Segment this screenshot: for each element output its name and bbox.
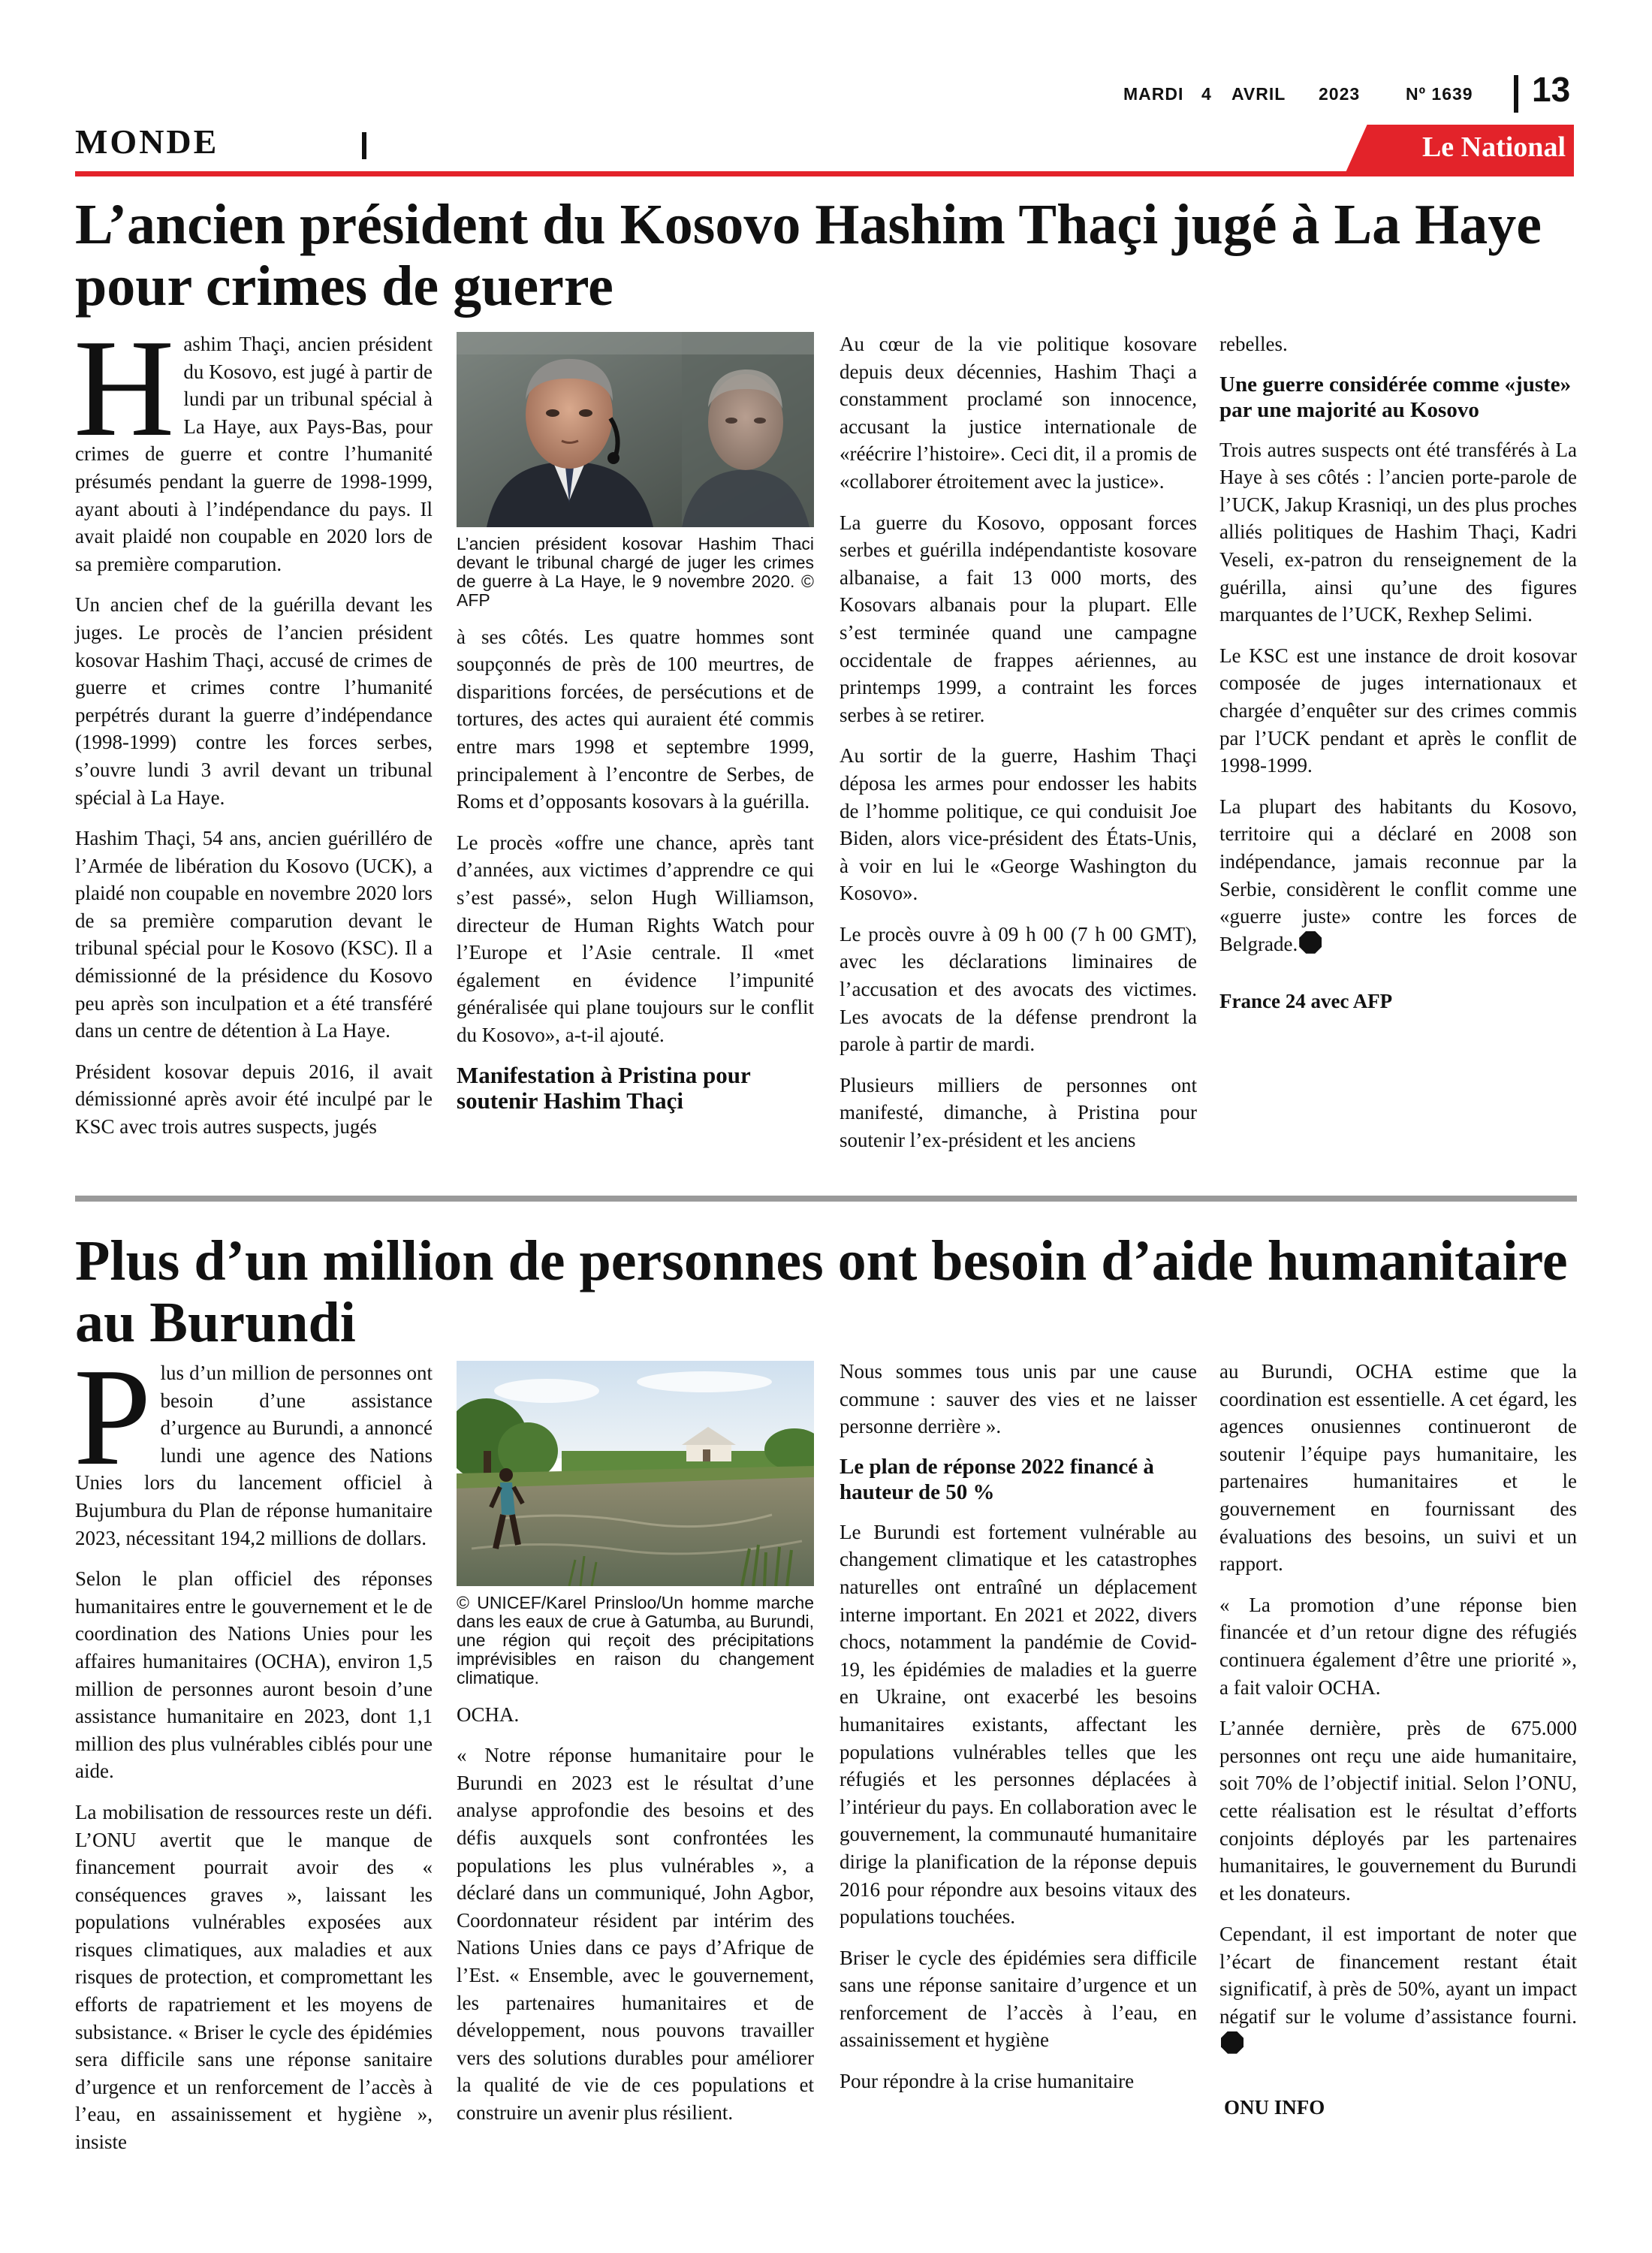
article1-paragraph: Le KSC est une instance de droit kosovar composée de juges internationaux et chargée d’enquêter sur des crimes commis par l’UCK pendant et après le conflit de 1998-1999. xyxy=(1219,644,1577,777)
article1-paragraph: Au cœur de la vie politique kosovare depuis deux décennies, Hashim Thaçi a constamment proclamé son innocence, accusant la justice internationale de «réécrire l’histoire». Ceci dit, il a promis de «collaborer étroitement avec la justice». xyxy=(840,333,1197,493)
issue-month: AVRIL xyxy=(1231,84,1286,104)
article2-paragraph: L’année dernière, près de 675.000 personnes ont reçu une aide humanitaire, soit 70% de l’objectif initial. Selon l’ONU, cette réalisation est le résultat d’efforts conjoints déployés par les partenaires humanitaires, le gouvernement du Burundi et les donateurs. xyxy=(1219,1717,1577,1905)
issue-day: MARDI xyxy=(1123,84,1184,104)
thaci-photo-image xyxy=(457,332,814,527)
article1-paragraph: Plusieurs milliers de personnes ont manifesté, dimanche, à Pristina pour soutenir l’ex-président et les anciens xyxy=(840,1073,1197,1152)
end-mark-icon xyxy=(1221,2031,1244,2054)
article1-column-4 xyxy=(1219,330,1577,1029)
article2-paragraph: Pour répondre à la crise humanitaire xyxy=(840,2070,1135,2093)
article-separator xyxy=(75,1196,1577,1202)
article1-column-2 xyxy=(457,332,814,1127)
section-divider xyxy=(362,132,366,159)
article1-paragraph: Le procès «offre une chance, après tant d’années, aux victimes d’apprendre ce qui s’est passé», selon Hugh Williamson, directeur de Human Rights Watch pour l’Europe et l’Asie centrale. Il «met également en évidence l’impunité généralisée qui plane toujours sur le conflit du Kosovo», a-t-il ajouté. xyxy=(457,831,814,1046)
article2-signature: ONU INFO xyxy=(1224,2096,1325,2119)
article1-paragraph: à ses côtés. Les quatre hommes sont soupçonnés de près de 100 meurtres, de disparitions forcées, de persécutions et de tortures, des actes qui auraient été commis entre mars 1998 et septembre 1999, principalement à l’encontre de Serbes, de Roms et d’opposants kosovars à la guérilla. xyxy=(457,625,814,813)
article2-subheading: Le plan de réponse 2022 financé à hauteur de 50 % xyxy=(840,1454,1154,1504)
flood-photo-caption: © UNICEF/Karel Prinsloo/Un homme marche dans les eaux de crue à Gatumba, au Burundi, une région qui reçoit des précipitations imprévisibles en raison du changement climatique. xyxy=(457,1592,814,1687)
article2-headline: Plus d’un million de personnes ont besoin d’aide humanitaire au Burundi xyxy=(75,1229,1568,1354)
article2-paragraph: au Burundi, OCHA estime que la coordination est essentielle. A cet égard, les agences onusiennes continueront de soutenir l’équipe pays humanitaire, les partenaires humanitaires et le gouvernement en fournissant des évaluations des besoins, un suivi et un rapport. xyxy=(1219,1360,1577,1576)
article2-paragraph: Briser le cycle des épidémies sera difficile sans une réponse sanitaire d’urgence et un renforcement de l’accès à l’eau, en assainissement et hygiène xyxy=(840,1946,1197,2052)
article1-lead-paragraph: Hashim Thaçi, ancien président du Kosovo, est jugé à partir de lundi par un tribunal spécial à La Haye, aux Pays-Bas, pour crimes de guerre et contre l’humanité présumés pendant la guerre de 1998-1999, ayant abouti à l’indépendance du pays. Il avait plaidé non coupable en 2020 lors de sa première comparution. xyxy=(74,311,433,575)
flood-photo xyxy=(457,1361,814,1594)
article1-paragraph: La guerre du Kosovo, opposant forces serbes et guérilla indépendantiste kosovare albanaise, a fait 13 000 morts, des Kosovars albanais pour la plupart. Elle s’est terminée quand une campagne occidentale de frappes aériennes, au printemps 1999, a contraint les forces serbes à se retirer. xyxy=(840,511,1197,726)
article1-subheading-2: Une guerre considérée comme «juste» par une majorité au Kosovo xyxy=(1219,372,1572,422)
article2-dropcap: P xyxy=(74,1340,152,1494)
article2-column-3 xyxy=(840,1358,1197,2109)
brand-name: Le National xyxy=(1421,131,1566,163)
article2-paragraph: Le Burundi est fortement vulnérable au changement climatique et les catastrophes naturelles ont entraîné un déplacement interne important. En 2021 et 2022, divers chocs, notamment la pandémie de Covid-19, les épidémies de maladies et la guerre en Ukraine, ont exacerbé les besoins humanitaires existants, affectant les populations vulnérables telles que les réfugiés et les personnes déplacées à l’intérieur du pays. En collaboration avec le gouvernement, la communauté humanitaire dirige la planification de la réponse depuis 2016 pour répondre aux besoins vitaux des populations touchées. xyxy=(840,1520,1197,1929)
page-number-divider xyxy=(1514,75,1518,113)
article2-column-4 xyxy=(1219,1358,1577,2135)
issue-year: 2023 xyxy=(1319,84,1361,104)
thaci-photo xyxy=(457,332,814,535)
article2-paragraph: « Notre réponse humanitaire pour le Burundi en 2023 est le résultat d’une analyse approfondie des besoins et des défis auxquels sont confrontées les populations les plus vulnérables », a déclaré dans un communiqué, John Agbor, Coordonnateur résident par intérim des Nations Unies dans ce pays d’Afrique de l’Est. « Ensemble, avec le gouvernement, les partenaires humanitaires et de développement, nous pouvons travailler vers des solutions durables pour améliorer la qualité de vie de ces populations et construire un avenir plus résilient. xyxy=(457,1744,814,2124)
article1-paragraph: Le procès ouvre à 09 h 00 (7 h 00 GMT), avec les déclarations liminaires de l’accusation et des avocats des victimes. Les avocats de la défense prendront la parole à partir de mardi. xyxy=(840,922,1197,1056)
article2-column-1 xyxy=(74,1340,433,2170)
article1-paragraph: Trois autres suspects ont été transférés à La Haye à ses côtés : l’ancien porte-parole de l’UCK, Jakup Krasniqi, un des plus proches alliés politiques de Hashim Thaçi, Kadri Veseli, ex-patron du renseignement de la guérilla, ainsi qu’une des figures marquantes de l’UCK, Rexhep Selimi. xyxy=(1219,438,1577,626)
article1-paragraph: rebelles. xyxy=(1219,333,1288,355)
flood-photo-image xyxy=(457,1361,814,1586)
header-rule xyxy=(75,171,1574,176)
article1-column-1 xyxy=(74,311,433,1154)
article1-column-3 xyxy=(840,330,1197,1168)
issue-date: 4 xyxy=(1201,84,1212,104)
article1-last-paragraph: La plupart des habitants du Kosovo, territoire qui a déclaré en 2008 son indépendance, jamais reconnue par la Serbie, considèrent le conflit comme une «guerre juste» contre les forces de Belgrade. xyxy=(1219,795,1577,955)
article2-lead-paragraph: Plus d’un million de personnes ont besoin d’une assistance d’urgence au Burundi, a annoncé lundi une agence des Nations Unies lors du lancement officiel à Bujumbura du Plan de réponse humanitaire 2023, nécessitant 194,2 millions de dollars. xyxy=(74,1340,433,1549)
article2-paragraph: Nous sommes tous unis par une cause commune : sauver des vies et ne laisser personne derrière ». xyxy=(840,1360,1197,1438)
article1-signature: France 24 avec AFP xyxy=(1219,990,1393,1013)
article1-headline: L’ancien président du Kosovo Hashim Thaçi jugé à La Haye pour crimes de guerre xyxy=(75,193,1542,318)
page-number: 13 xyxy=(1532,70,1571,109)
article2-column-2 xyxy=(457,1361,814,2140)
article2-paragraph: OCHA. xyxy=(457,1703,520,1726)
thaci-photo-caption: L’ancien président kosovar Hashim Thaci devant le tribunal chargé de juger les crimes de guerre à La Haye, le 9 novembre 2020. © AFP xyxy=(457,533,814,610)
article1-dropcap: H xyxy=(74,311,175,466)
article1-paragraph: Président kosovar depuis 2016, il avait démissionné après avoir été inculpé par le KSC avec trois autres suspects, jugés xyxy=(75,1060,433,1139)
section-title: MONDE xyxy=(75,122,219,161)
article2-paragraph: La mobilisation de ressources reste un défi. L’ONU avertit que le manque de financement pourrait avoir des « conséquences graves », laissant les populations vulnérables exposées aux risques climatiques, aux maladies et aux risques de protection, et compromettant les efforts de rapatriement et les moyens de subsistance. « Briser le cycle des épidémies sera difficile sans une réponse sanitaire d’urgence et un renforcement de l’accès à l’eau, en assainissement et hygiène », insiste xyxy=(75,1800,433,2154)
article1-subheading-1: Manifestation à Pristina pour soutenir Hashim Thaçi xyxy=(457,1061,751,1114)
issue-number: Nº 1639 xyxy=(1406,84,1473,104)
article1-paragraph: Au sortir de la guerre, Hashim Thaçi déposa les armes pour endosser les habits de l’homme politique, ce qui conduisit Joe Biden, alors vice-président des États-Unis, à voir en lui le «George Washington du Kosovo». xyxy=(840,744,1197,905)
end-mark-icon xyxy=(1299,931,1322,954)
article2-paragraph: Selon le plan officiel des réponses humanitaires entre le gouvernement et le de coordination des Nations Unies pour les affaires humanitaires (OCHA), environ 1,5 million de personnes auront besoin d’une assistance humanitaire en 2023, dont 1,1 million des plus vulnérables ciblés pour une aide. xyxy=(75,1567,433,1783)
article1-paragraph: Un ancien chef de la guérilla devant les juges. Le procès de l’ancien président kosovar Hashim Thaçi, accusé de crimes de guerre et crimes contre l’humanité perpétrés durant la guerre d’indépendance (1998-1999) contre les forces serbes, s’ouvre lundi 3 avril devant un tribunal spécial à La Haye. xyxy=(75,593,433,809)
article1-paragraph: Hashim Thaçi, 54 ans, ancien guérilléro de l’Armée de libération du Kosovo (UCK), a plaidé non coupable en novembre 2020 lors de sa première comparution devant le tribunal spécial pour le Kosovo (KSC). Il a démissionné de la présidence du Kosovo peu après son inculpation et a été transféré dans un centre de détention à La Haye. xyxy=(75,827,433,1042)
article2-paragraph: « La promotion d’une réponse bien financée et d’un retour digne des réfugiés continuera également d’être une priorité », a fait valoir OCHA. xyxy=(1219,1593,1577,1699)
article2-last-paragraph: Cependant, il est important de noter que l’écart de financement restant était significatif, à près de 50%, ayant un impact négatif sur le volume d’assistance fourni. xyxy=(1219,1920,1577,2058)
